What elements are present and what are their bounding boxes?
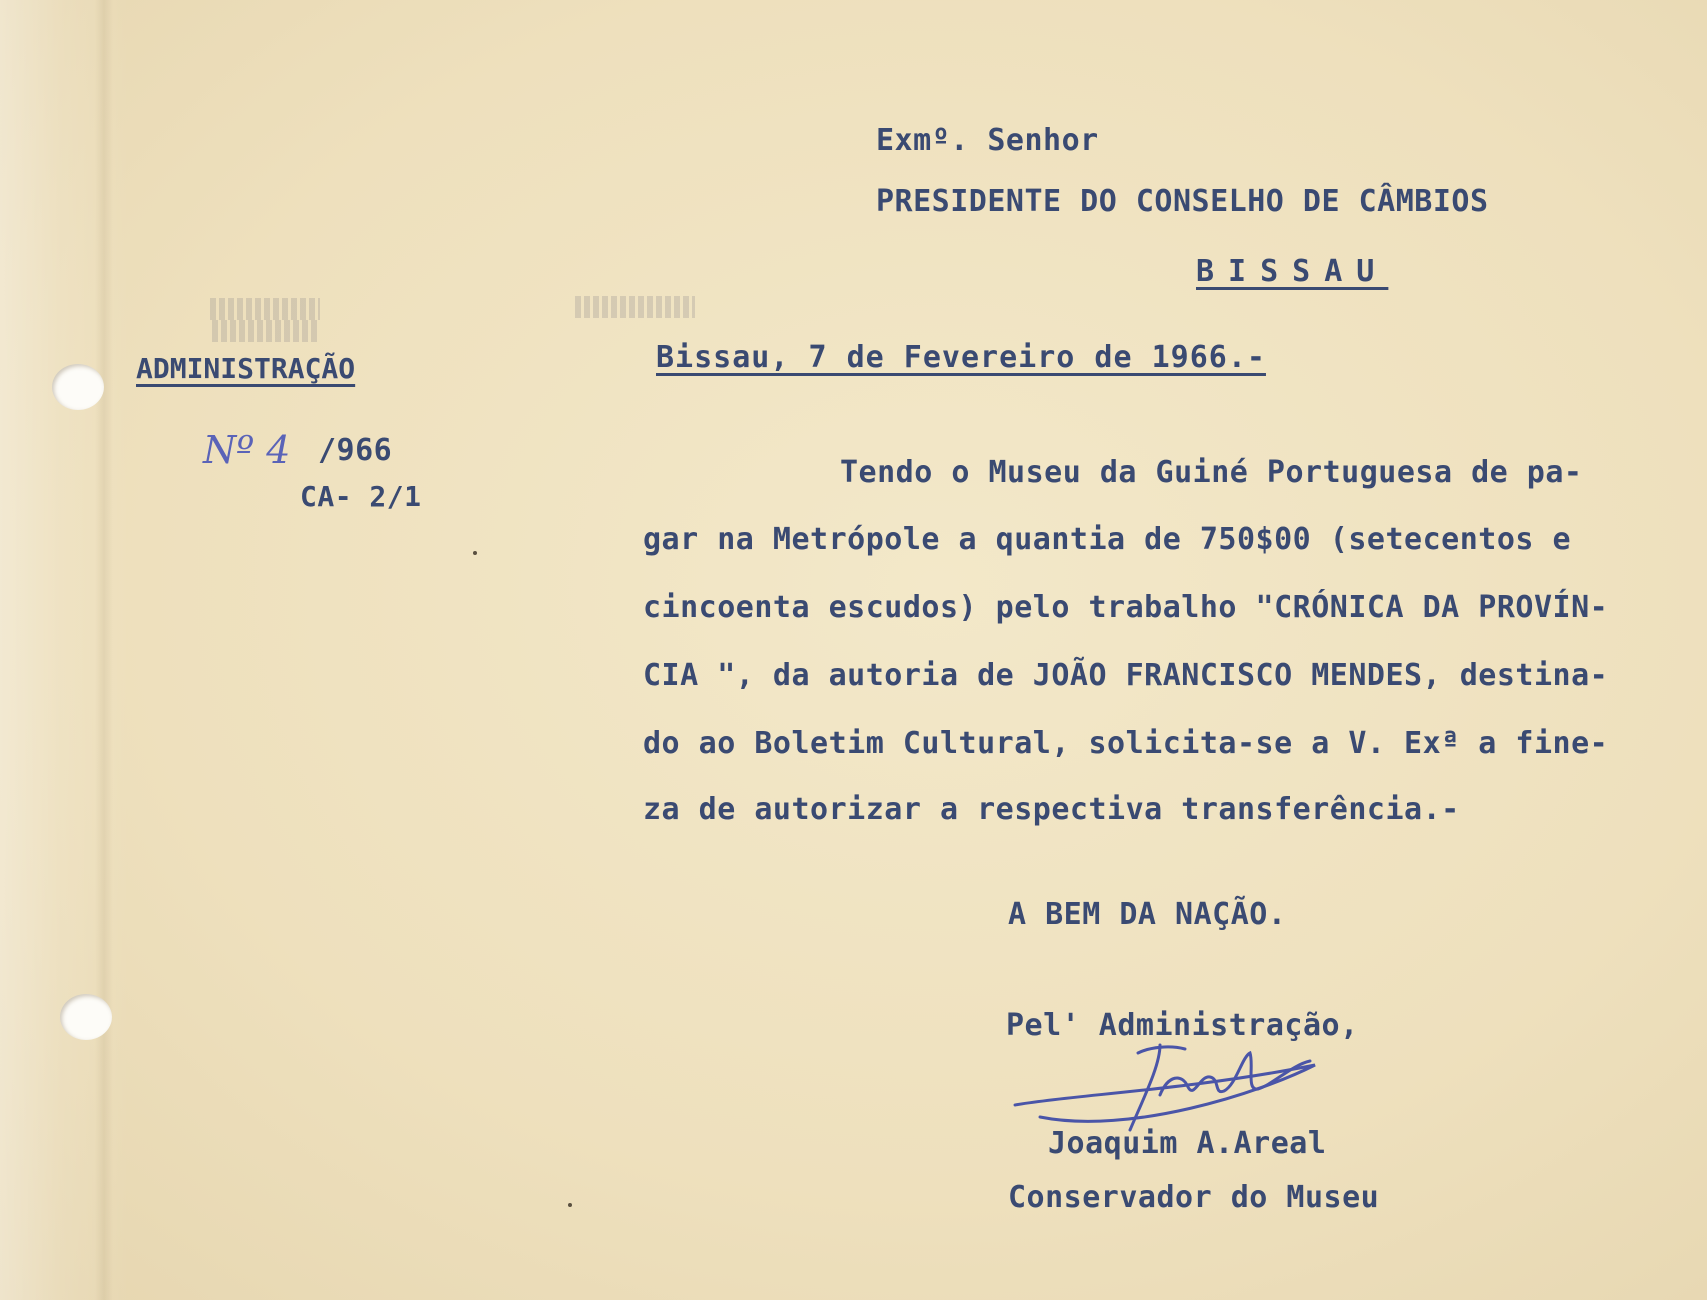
closing-formula: A BEM DA NAÇÃO. <box>1008 897 1287 932</box>
recipient-title: PRESIDENTE DO CONSELHO DE CÂMBIOS <box>876 184 1489 219</box>
body-line: Tendo o Museu da Guiné Portuguesa de pa- <box>840 455 1583 490</box>
body-line: do ao Boletim Cultural, solicita-se a V. Exª a fine- <box>643 726 1609 761</box>
reference-code: CA- 2/1 <box>300 480 422 513</box>
paper-speck <box>473 551 477 555</box>
recipient-city: BISSAU <box>1196 254 1389 289</box>
punch-hole <box>52 364 104 410</box>
body-line: gar na Metrópole a quantia de 750$00 (setecentos e <box>643 522 1572 557</box>
closing-on-behalf: Pel' Administração, <box>1006 1008 1359 1043</box>
faded-stamp-mark <box>210 298 320 320</box>
signatory-name: Joaquim A.Areal <box>1048 1126 1327 1161</box>
paper-speck <box>568 1203 572 1207</box>
punch-hole <box>60 994 112 1040</box>
faded-stamp-mark <box>575 296 695 318</box>
body-line: CIA ", da autoria de JOÃO FRANCISCO MENDES, destina- <box>643 658 1609 693</box>
salutation: Exmº. Senhor <box>876 123 1099 158</box>
handwritten-reference-number: Nº 4 <box>203 428 291 472</box>
body-line: za de autorizar a respectiva transferência.- <box>643 792 1460 827</box>
signatory-title: Conservador do Museu <box>1008 1180 1380 1215</box>
paper-fold-shading <box>95 0 113 1300</box>
body-line: cincoenta escudos) pelo trabalho "CRÓNICA DA PROVÍN- <box>643 590 1609 625</box>
department-heading: ADMINISTRAÇÃO <box>136 352 356 385</box>
faded-stamp-mark <box>212 320 317 342</box>
date-line: Bissau, 7 de Fevereiro de 1966.- <box>656 340 1266 375</box>
reference-year: /966 <box>318 433 393 468</box>
